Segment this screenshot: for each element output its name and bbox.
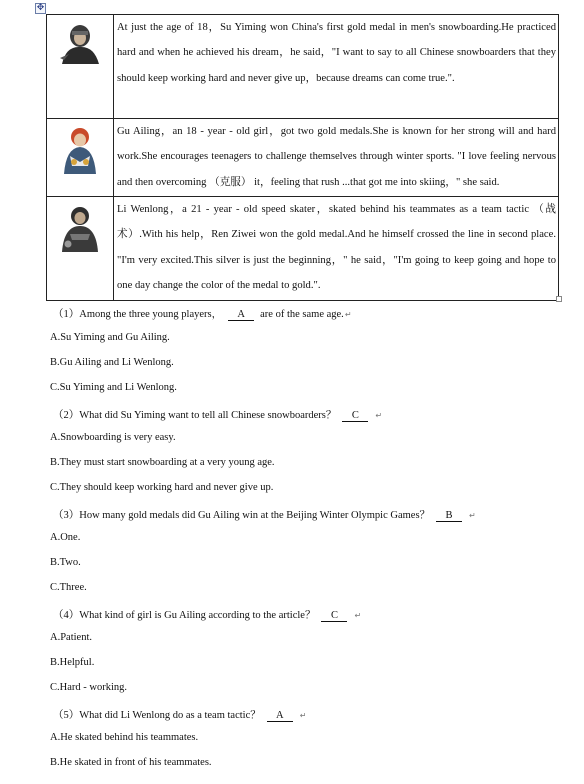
snowboarder-avatar-icon <box>52 22 108 64</box>
option: B.Two. <box>50 557 81 568</box>
option: A.Su Yiming and Gu Ailing. <box>50 332 170 343</box>
answer-blank[interactable]: A <box>228 309 254 321</box>
answer-blank[interactable]: C <box>342 410 368 422</box>
table-row <box>47 119 559 197</box>
photo-cell <box>47 119 114 197</box>
photo-cell <box>47 15 114 119</box>
option: C.They should keep working hard and never give up. <box>50 482 274 493</box>
skier-avatar-icon <box>58 126 102 174</box>
option: A.He skated behind his teammates. <box>50 732 199 743</box>
option: B.He skated in front of his teammates. <box>50 757 212 768</box>
option: A.One. <box>50 532 81 543</box>
question-stem: （2）What did Su Yiming want to tell all Chinese snowboarders？ C ↵ <box>53 410 383 421</box>
option: A.Patient. <box>50 632 92 643</box>
option: B.Helpful. <box>50 657 95 668</box>
option: B.Gu Ailing and Li Wenlong. <box>50 357 174 368</box>
table-move-handle[interactable]: ✥ <box>36 3 45 13</box>
table-row <box>47 15 559 119</box>
option: C.Su Yiming and Li Wenlong. <box>50 382 177 393</box>
passage-text: Li Wenlong，a 21 - year - old speed skater，skated behind his teammates as a team tactic （战术）.With his help，Ren Ziwei won the gold medal.And he himself crossed the line in second place. "I'm very excited.This silver is just the beginning，" he said，"I'm going to keep going and hope to one day change the color of the medal to gold.". <box>114 197 559 301</box>
table-row <box>47 197 559 301</box>
answer-blank[interactable]: B <box>436 510 462 522</box>
option: C.Three. <box>50 582 87 593</box>
answer-blank[interactable]: C <box>321 610 347 622</box>
question-stem: （5）What did Li Wenlong do as a team tactic？ A ↵ <box>53 710 307 721</box>
question-stem: （1）Among the three young players， A are of the same age.↵ <box>53 309 352 320</box>
table-resize-handle[interactable] <box>556 296 562 302</box>
answer-blank[interactable]: A <box>267 710 293 722</box>
passage-text: Gu Ailing，an 18 - year - old girl，got two gold medals.She is known for her strong will and hard work.She encourages teenagers to challenge themselves through winter sports. "I love feeling nervous and then overcoming （克服） it，feeling that rush ...that got me into skiing，" she said. <box>114 119 559 197</box>
passage-table <box>46 14 559 301</box>
skater-avatar-icon <box>52 204 108 252</box>
passage-text: At just the age of 18，Su Yiming won China's first gold medal in men's snowboarding.He practiced hard and when he achieved his dream，he said，"I want to say to all Chinese snowboarders that they should keep working hard and never give up，because dreams can come true.". <box>114 15 559 119</box>
option: A.Snowboarding is very easy. <box>50 432 176 443</box>
option: C.Hard - working. <box>50 682 127 693</box>
photo-cell <box>47 197 114 301</box>
question-stem: （4）What kind of girl is Gu Ailing according to the article？ C ↵ <box>53 610 362 621</box>
option: B.They must start snowboarding at a very young age. <box>50 457 275 468</box>
question-stem: （3）How many gold medals did Gu Ailing win at the Beijing Winter Olympic Games？ B ↵ <box>53 510 476 521</box>
